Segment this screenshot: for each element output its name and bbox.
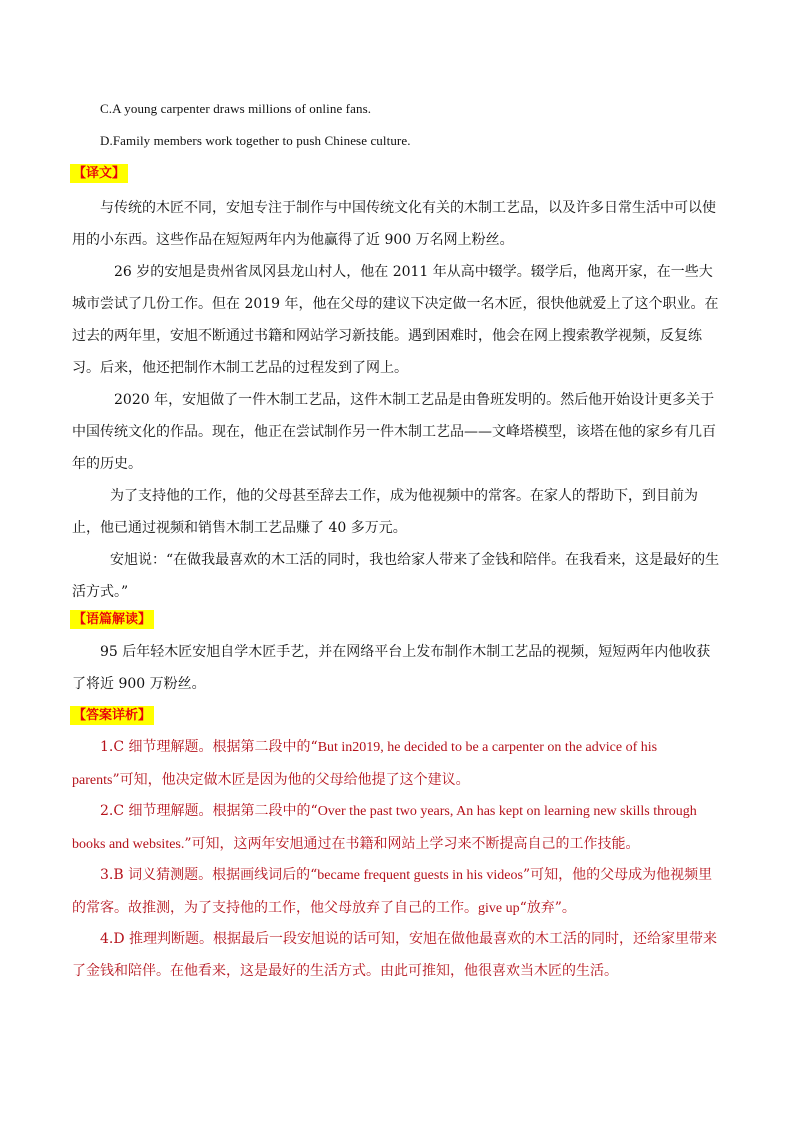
analysis-tag: 【语篇解读】	[70, 610, 154, 629]
translation-paragraph-1: 与传统的木匠不同，安旭专注于制作与中国传统文化有关的木制工艺品，以及许多日常生活中可以使用的小东西。这些作品在短短两年内为他赢得了近 900 万名网上粉丝。	[72, 200, 716, 248]
analysis-paragraph: 95 后年轻木匠安旭自学木匠手艺，并在网络平台上发布制作木制工艺品的视频，短短两年内他收获了将近 900 万粉丝。	[72, 644, 711, 692]
translation-tag: 【译文】	[70, 164, 128, 183]
answer-1: 1.C 细节理解题。根据第二段中的“But in2019, he decided to be a carpenter on the advice of his parents”可知，他决定做木匠是因为他的父母给他提了这个建议。	[72, 739, 658, 788]
translation-paragraph-4: 为了支持他的工作，他的父母甚至辞去工作，成为他视频中的常客。在家人的帮助下，到目前为止，他已通过视频和销售木制工艺品赚了 40 多万元。	[72, 488, 698, 536]
answer-2: 2.C 细节理解题。根据第二段中的“Over the past two years, An has kept on learning new skills through books and websites.”可知，这两年安旭通过在书籍和网站上学习来不断提高自己的工作技能。	[72, 803, 697, 852]
answer-3: 3.B 词义猜测题。根据画线词后的“became frequent guests in his videos”可知，他的父母成为他视频里的常客。故推测，为了支持他的工作，他父母放弃了自己的工作。give up“放弃”。	[72, 867, 713, 916]
answers-tag: 【答案详析】	[70, 706, 154, 725]
answer-4: 4.D 推理判断题。根据最后一段安旭说的话可知，安旭在做他最喜欢的木工活的同时，还给家里带来了金钱和陪伴。在他看来，这是最好的生活方式。由此可推知，他很喜欢当木匠的生活。	[72, 931, 718, 979]
translation-paragraph-5: 安旭说：“在做我最喜欢的木工活的同时，我也给家人带来了金钱和陪伴。在我看来，这是最好的生活方式。”	[72, 552, 720, 600]
translation-paragraph-2: 26 岁的安旭是贵州省凤冈县龙山村人，他在 2011 年从高中辍学。辍学后，他离开家，在一些大城市尝试了几份工作。但在 2019 年，他在父母的建议下决定做一名木匠，很快他就爱上了这个职业。在过去的两年里，安旭不断通过书籍和网站学习新技能。遇到困难时，他会在网上搜索教学视频，反复练习。后来，他还把制作木制工艺品的过程发到了网上。	[72, 264, 719, 376]
option-c: C.A young carpenter draws millions of online fans.	[100, 101, 372, 116]
translation-paragraph-3: 2020 年，安旭做了一件木制工艺品，这件木制工艺品是由鲁班发明的。然后他开始设计更多关于中国传统文化的作品。现在，他正在尝试制作另一件木制工艺品——文峰塔模型，该塔在他的家乡有几百年的历史。	[72, 392, 716, 472]
option-d: D.Family members work together to push Chinese culture.	[100, 133, 411, 148]
